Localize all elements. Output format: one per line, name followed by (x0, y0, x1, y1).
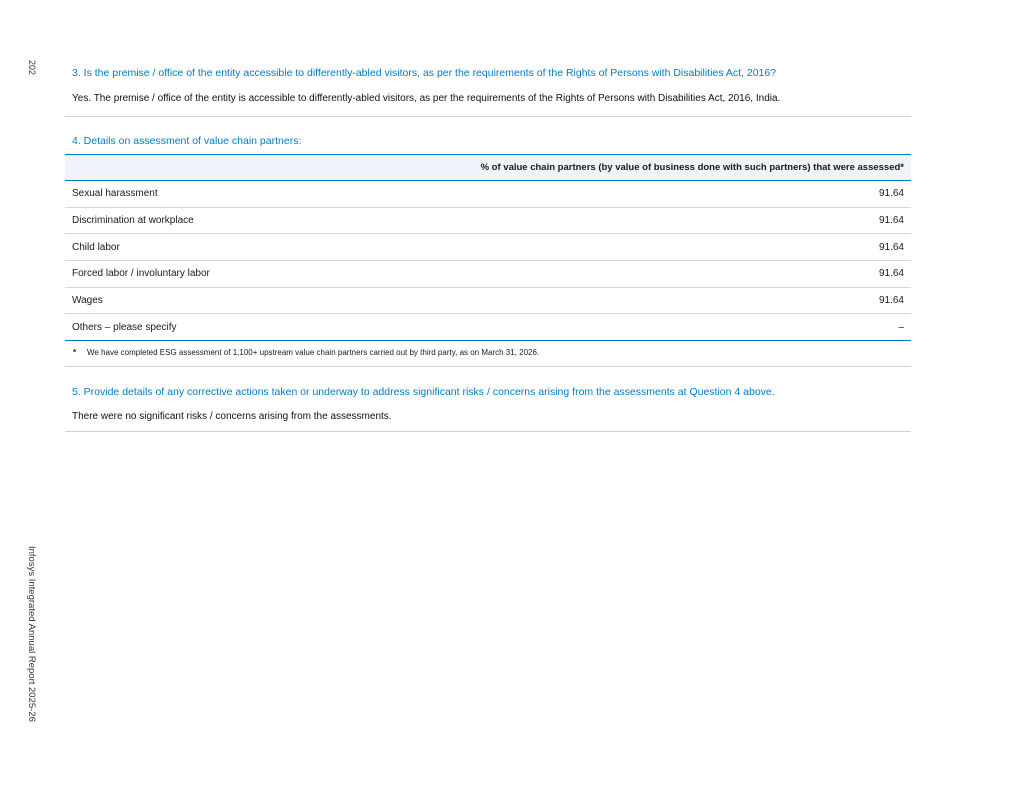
table-row (65, 234, 911, 261)
row-label: Forced labor / involuntary labor (72, 268, 210, 280)
question-5: 5. Provide details of any corrective actions taken or underway to address significant risks / concerns arising from the assessments at Question 4 above. (72, 386, 775, 398)
table-row (65, 288, 911, 315)
divider (65, 116, 911, 117)
row-label: Sexual harassment (72, 188, 158, 200)
row-value: 91.64 (878, 241, 904, 253)
row-value: 91.64 (878, 215, 904, 227)
table-row (65, 261, 911, 288)
report-title: Infosys Integrated Annual Report 2025-26 (26, 546, 37, 722)
question-3: 3. Is the premise / office of the entity accessible to differently-abled visitors, as per the requirements of the Rights of Persons with Disabilities Act, 2016? (72, 67, 777, 79)
row-value: 91.64 (878, 295, 904, 307)
footnote-marker: * (73, 348, 77, 357)
table-footnote (65, 341, 911, 367)
row-value: – (898, 321, 904, 333)
footnote-text: We have completed ESG assessment of 1,100+ upstream value chain partners carried out by third party, as on March 31, 2026. (87, 348, 540, 357)
row-value: 91.64 (878, 188, 904, 200)
row-value: 91.64 (878, 268, 904, 280)
value-chain-table (65, 154, 911, 341)
table-row (65, 181, 911, 208)
divider (65, 431, 911, 432)
row-label: Others – please specify (72, 321, 177, 333)
row-label: Child labor (72, 241, 120, 253)
table-row (65, 314, 911, 341)
row-label: Discrimination at workplace (72, 215, 194, 227)
table-row (65, 208, 911, 235)
answer-3: Yes. The premise / office of the entity is accessible to differently-abled visitors, as per the requirements of the Rights of Persons with Disabilities Act, 2016, India. (72, 93, 781, 104)
answer-5: There were no significant risks / concerns arising from the assessments. (72, 411, 392, 422)
page-number: 202 (27, 60, 37, 76)
question-4: 4. Details on assessment of value chain partners: (72, 135, 302, 147)
row-label: Wages (72, 295, 103, 307)
table-header: % of value chain partners (by value of business done with such partners) that were assessed* (65, 154, 911, 181)
